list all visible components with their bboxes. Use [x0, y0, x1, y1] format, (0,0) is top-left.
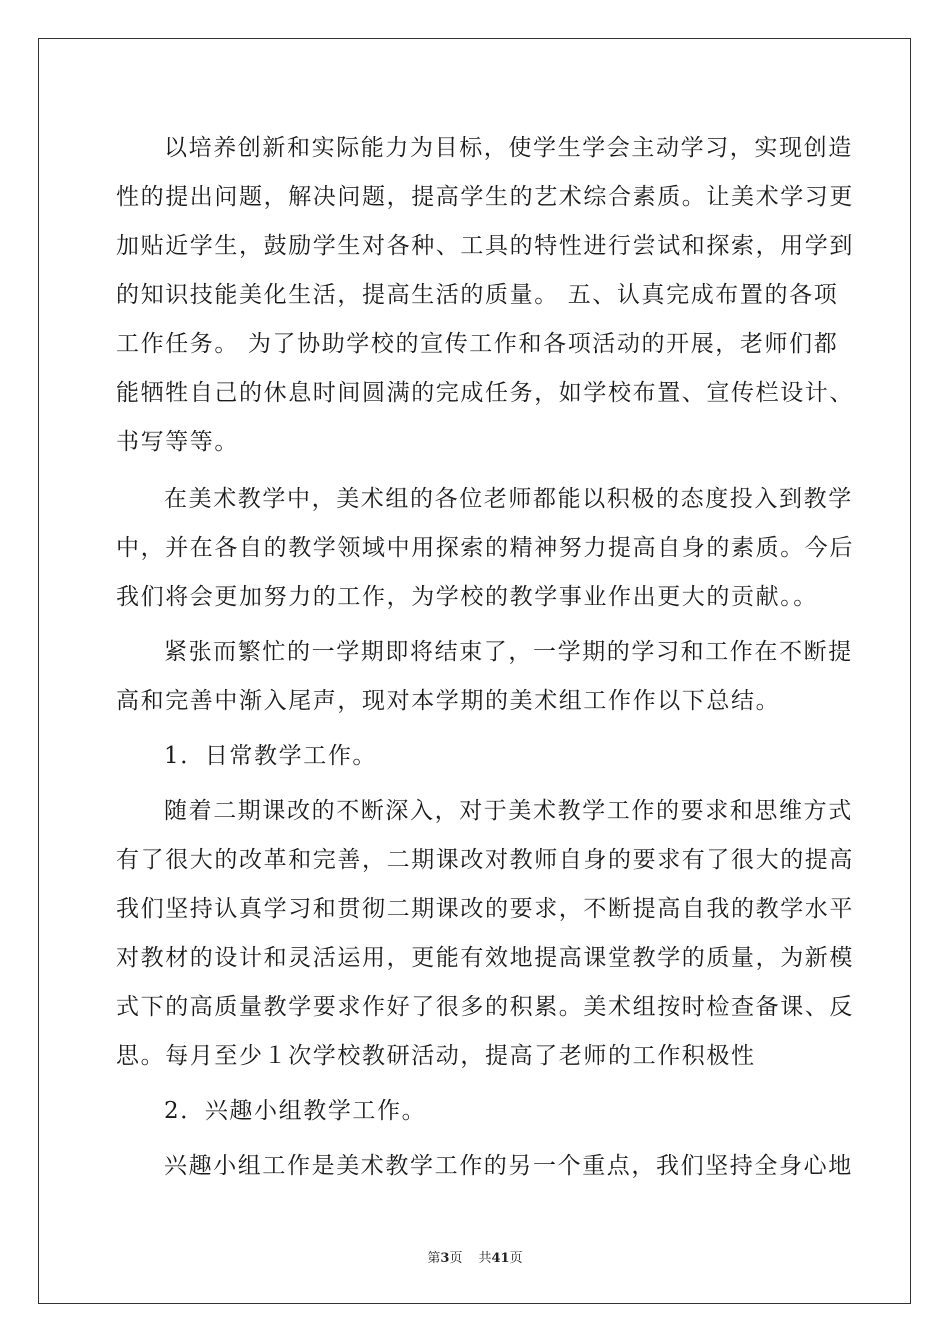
text-line: 兴趣小组工作是美术教学工作的另一个重点，我们坚持全身心地	[164, 1153, 853, 1179]
text-line: 2．兴趣小组教学工作。	[164, 1098, 427, 1124]
total-suffix: 页	[509, 1251, 523, 1266]
text-line: 思。每月至少１次学校教研活动，提高了老师的工作积极性	[116, 1043, 756, 1069]
total-pages: 41	[491, 1251, 510, 1266]
text-line: 性的提出问题，解决问题，提高学生的艺术综合素质。让美术学习更	[116, 184, 854, 210]
text-line: 加贴近学生，鼓励学生对各种、工具的特性进行尝试和探索，用学到	[116, 233, 854, 259]
text-line: 随着二期课改的不断深入，对于美术教学工作的要求和思维方式	[164, 798, 853, 824]
page-number: 3	[440, 1251, 450, 1266]
text-line: 的知识技能美化生活，提高生活的质量。 五、认真完成布置的各项	[116, 282, 839, 308]
page-footer	[0, 1247, 950, 1266]
text-line: 有了很大的改革和完善，二期课改对教师自身的要求有了很大的提高	[116, 847, 854, 873]
text-line: 书写等等。	[116, 429, 239, 455]
text-line: 1．日常教学工作。	[164, 743, 378, 769]
total-prefix: 共	[478, 1251, 492, 1266]
text-line: 以培养创新和实际能力为目标，使学生学会主动学习，实现创造	[164, 135, 853, 161]
text-line: 式下的高质量教学要求作好了很多的积累。美术组按时检查备课、反	[116, 994, 854, 1020]
text-line: 能牺牲自己的休息时间圆满的完成任务，如学校布置、宣传栏设计、	[116, 380, 854, 406]
text-line: 工作任务。 为了协助学校的宣传工作和各项活动的开展，老师们都	[116, 331, 839, 357]
text-line: 我们坚持认真学习和贯彻二期课改的要求，不断提高自我的教学水平	[116, 896, 854, 922]
text-line: 在美术教学中，美术组的各位老师都能以积极的态度投入到教学	[164, 486, 853, 512]
text-line: 中，并在各自的教学领域中用探索的精神努力提高自身的素质。今后	[116, 535, 854, 561]
text-line: 对教材的设计和灵活运用，更能有效地提高课堂教学的质量，为新模	[116, 945, 854, 971]
text-line: 高和完善中渐入尾声，现对本学期的美术组工作作以下总结。	[116, 688, 781, 714]
page-suffix: 页	[449, 1251, 463, 1266]
text-line: 我们将会更加努力的工作，为学校的教学事业作出更大的贡献。。	[116, 584, 818, 610]
text-line: 紧张而繁忙的一学期即将结束了，一学期的学习和工作在不断提	[164, 639, 853, 665]
page-prefix: 第	[427, 1251, 441, 1266]
